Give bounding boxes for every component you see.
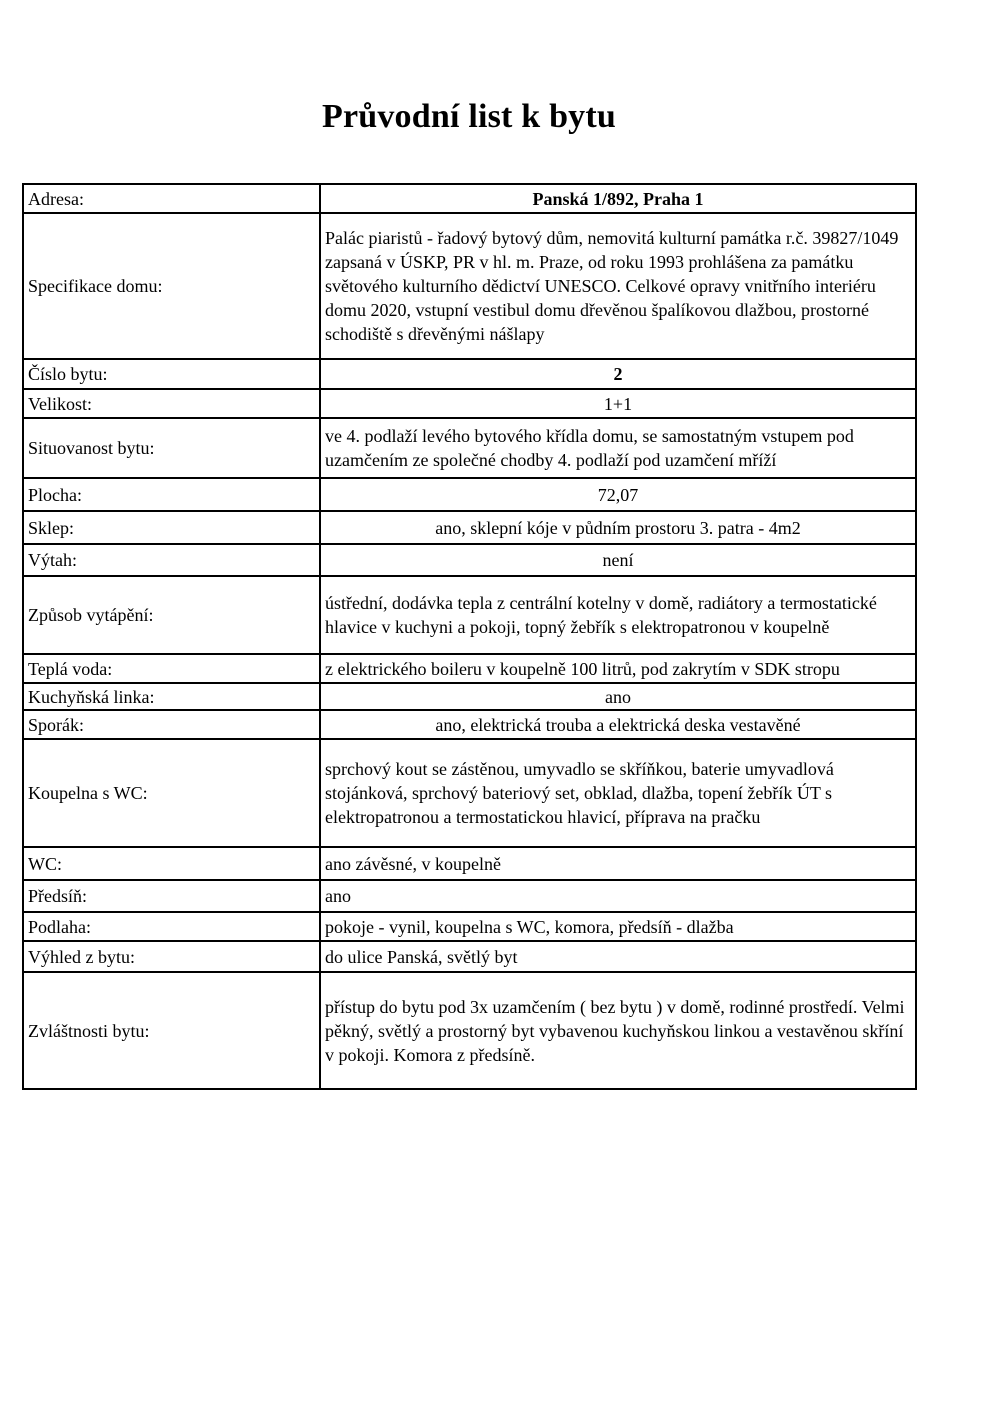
wc-value: ano závěsné, v koupelně [320, 847, 916, 880]
table-row [23, 544, 916, 576]
table-row [23, 972, 916, 1089]
table-row [23, 418, 916, 478]
table-row [23, 710, 916, 739]
table-row [23, 213, 916, 359]
cellar-value: ano, sklepní kóje v půdním prostoru 3. patra - 4m2 [320, 511, 916, 544]
label-cell: Situovanost bytu: [23, 418, 320, 478]
label-cell: Číslo bytu: [23, 359, 320, 389]
label-cell: Teplá voda: [23, 654, 320, 683]
specialties-value: přístup do bytu pod 3x uzamčením ( bez bytu ) v domě, rodinné prostředí. Velmi pěkný, světlý a prostorný byt vybavenou kuchyňskou linkou a vestavěnou skříní v pokoji. Komora z předsíně. [320, 972, 916, 1089]
view-value: do ulice Panská, světlý byt [320, 941, 916, 972]
table-row [23, 941, 916, 972]
label-cell: WC: [23, 847, 320, 880]
label-cell: Způsob vytápění: [23, 576, 320, 654]
building-spec-value: Palác piaristů - řadový bytový dům, nemovitá kulturní památka r.č. 39827/1049 zapsaná v ÚSKP, PR v hl. m. Praze, od roku 1993 prohlášena za památku světového kulturního dědictví UNESCO. Celkové opravy vnitřního interiéru domu 2020, vstupní vestibul domu dřevěnou špalíkovou dlažbou, prostorné schodiště s dřevěnými nášlapy [320, 213, 916, 359]
label-cell: Sklep: [23, 511, 320, 544]
table-row [23, 739, 916, 847]
heating-value: ústřední, dodávka tepla z centrální kotelny v domě, radiátory a termostatické hlavice v kuchyni a pokoji, topný žebřík s elektropatronou v koupelně [320, 576, 916, 654]
label-cell: Plocha: [23, 478, 320, 511]
label-cell: Velikost: [23, 389, 320, 418]
label-cell: Zvláštnosti bytu: [23, 972, 320, 1089]
label-cell: Koupelna s WC: [23, 739, 320, 847]
hallway-value: ano [320, 880, 916, 912]
table-row [23, 880, 916, 912]
label-cell: Výtah: [23, 544, 320, 576]
floor-value: pokoje - vynil, koupelna s WC, komora, předsíň - dlažba [320, 912, 916, 941]
table-row [23, 912, 916, 941]
size-value: 1+1 [320, 389, 916, 418]
label-cell: Výhled z bytu: [23, 941, 320, 972]
label-cell: Sporák: [23, 710, 320, 739]
table-row [23, 683, 916, 710]
label-cell: Adresa: [23, 184, 320, 213]
label-cell: Podlaha: [23, 912, 320, 941]
hot-water-value: z elektrického boileru v koupelně 100 litrů, pod zakrytím v SDK stropu [320, 654, 916, 683]
elevator-value: není [320, 544, 916, 576]
kitchen-unit-value: ano [320, 683, 916, 710]
table-row [23, 576, 916, 654]
location-value: ve 4. podlaží levého bytového křídla domu, se samostatným vstupem pod uzamčením ze společné chodby 4. podlaží pod uzamčení mříží [320, 418, 916, 478]
label-cell: Kuchyňská linka: [23, 683, 320, 710]
table-row [23, 654, 916, 683]
stove-value: ano, elektrická trouba a elektrická deska vestavěné [320, 710, 916, 739]
table-row [23, 511, 916, 544]
table-row [23, 389, 916, 418]
label-cell: Předsíň: [23, 880, 320, 912]
table-row [23, 478, 916, 511]
apartment-info-table [22, 183, 917, 1090]
bathroom-value: sprchový kout se zástěnou, umyvadlo se skříňkou, baterie umyvadlová stojánková, sprchový bateriový set, obklad, dlažba, topení žebřík ÚT s elektropatronou a termostatickou hlavicí, příprava na pračku [320, 739, 916, 847]
page-title: Průvodní list k bytu [321, 98, 617, 135]
table-row [23, 847, 916, 880]
area-value: 72,07 [320, 478, 916, 511]
address-value: Panská 1/892, Praha 1 [320, 184, 916, 213]
table-row [23, 359, 916, 389]
apartment-number-value: 2 [320, 359, 916, 389]
table-row [23, 184, 916, 213]
label-cell: Specifikace domu: [23, 213, 320, 359]
